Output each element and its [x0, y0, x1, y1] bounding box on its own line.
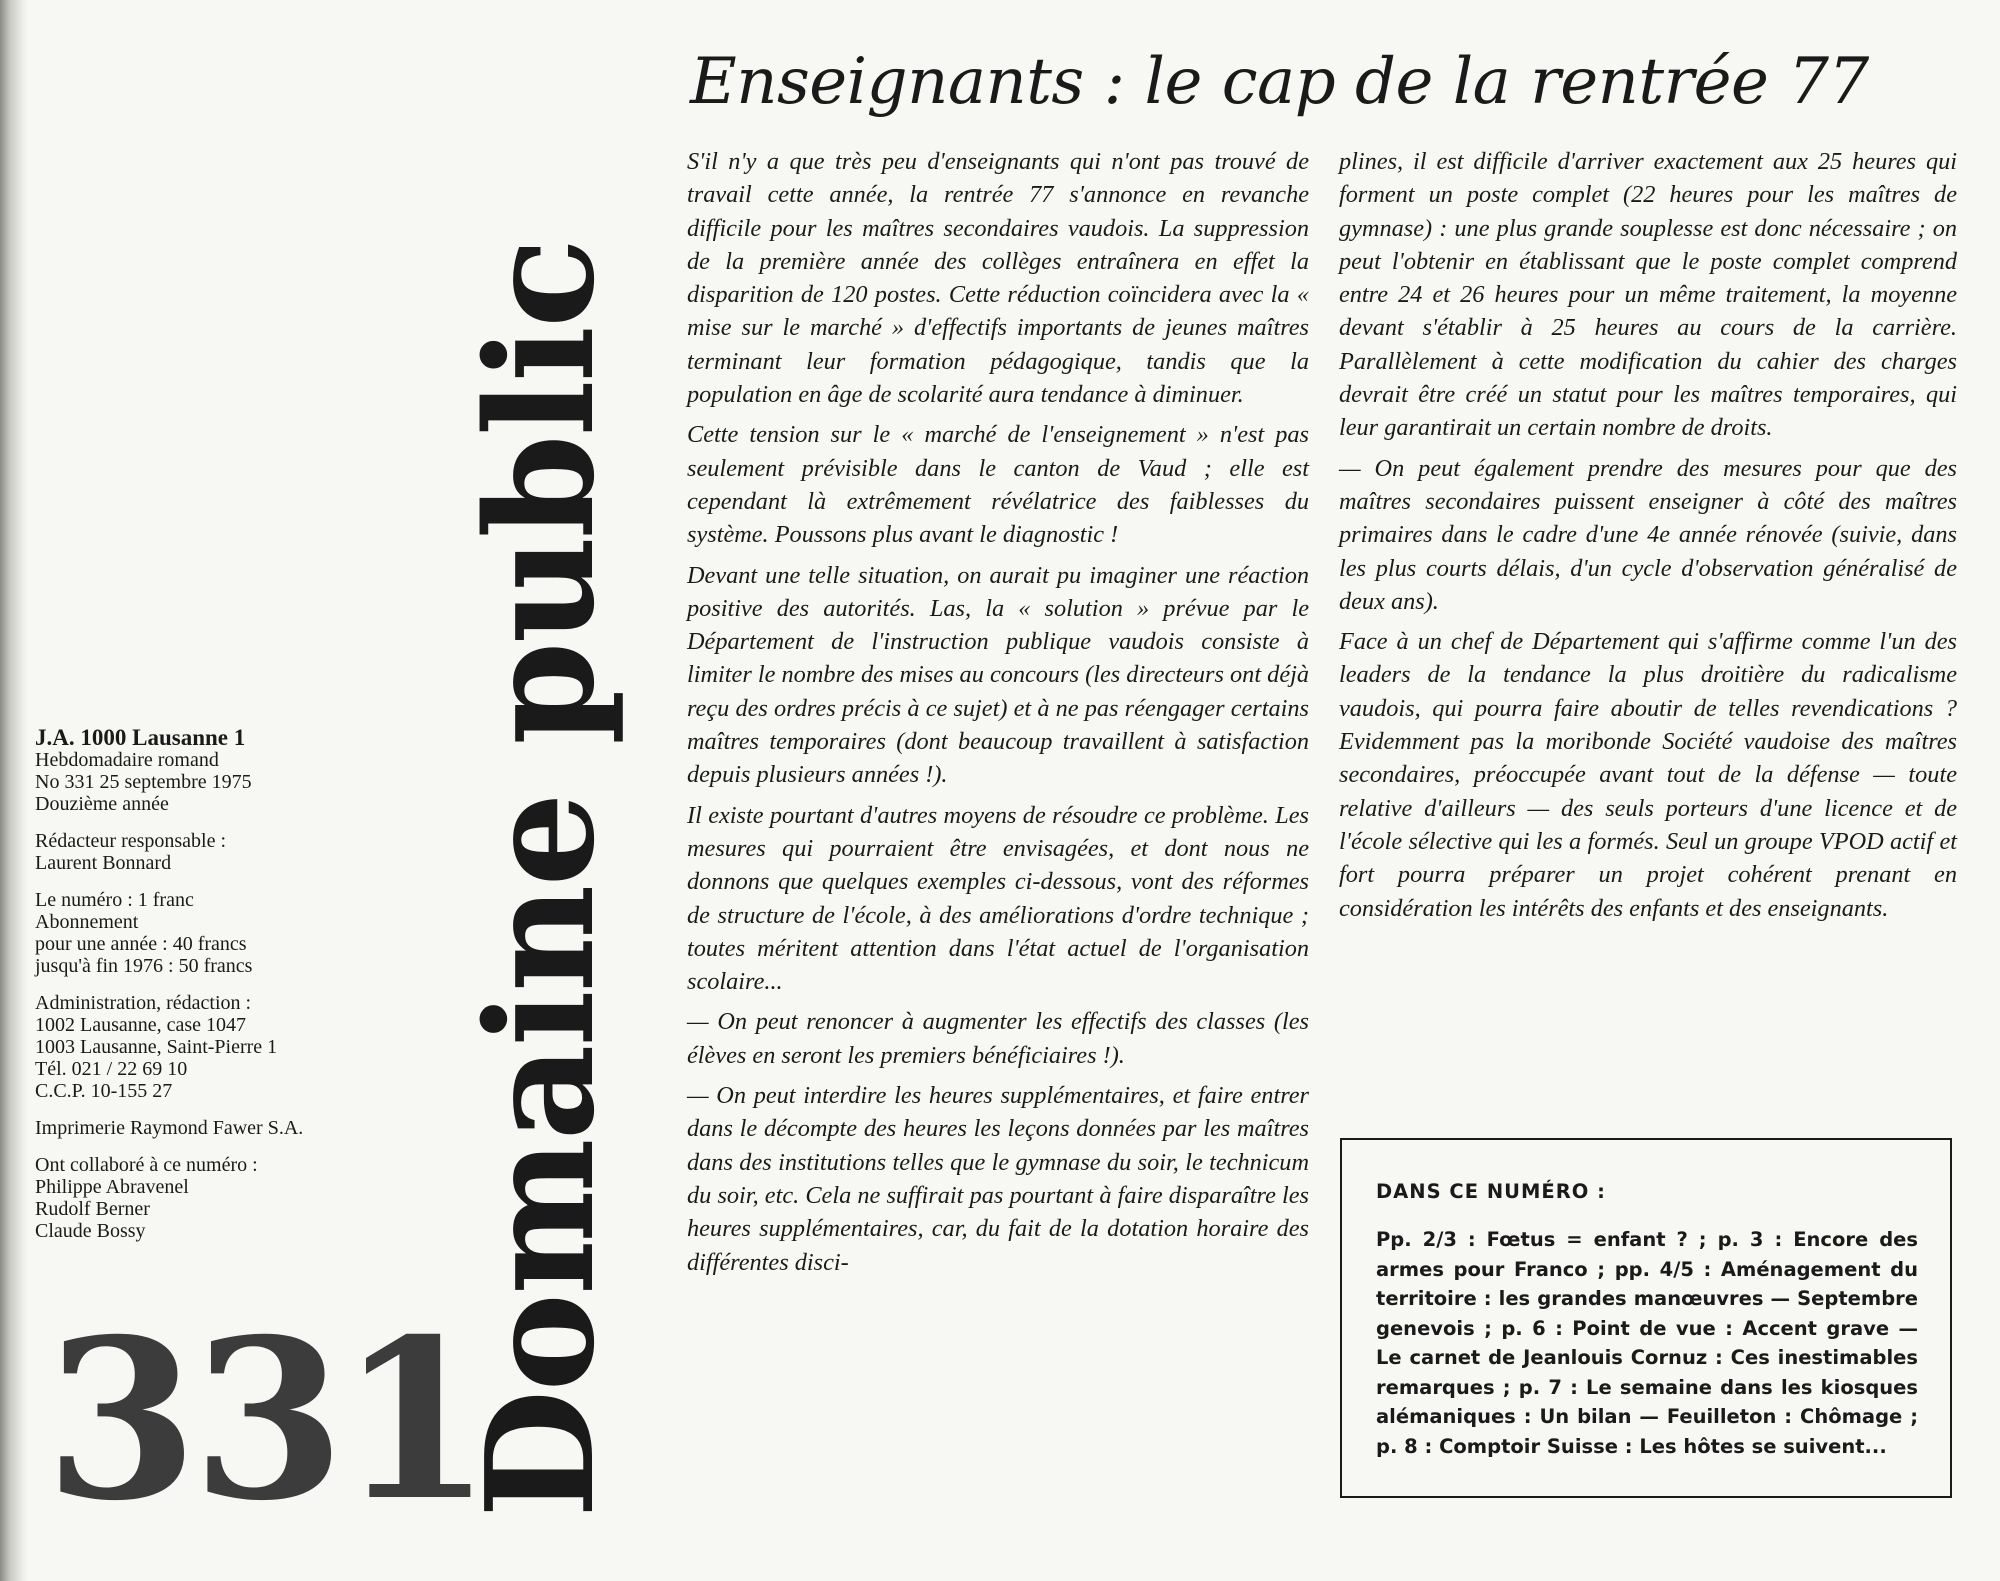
- imprint-admin-line: Tél. 021 / 22 69 10: [35, 1058, 188, 1080]
- contents-body: Pp. 2/3 : Fœtus = enfant ? ; p. 3 : Encore des armes pour Franco ; pp. 4/5 : Aménagement du territoire : les grandes manœuvres — Septembre genevois ; p. 6 : Point de vue : Accent grave — Le carnet de Jeanlouis Cornuz : Ces inestimables remarques ; p. 7 : Le semaine dans les kiosques alémaniques : Un bilan — Feuilleton : Chômage ; p. 8 : Comptoir Suisse : Les hôtes se suivent...: [1376, 1228, 1918, 1458]
- imprint-pricing-line: Abonnement: [35, 911, 139, 933]
- imprint-ja: J.A. 1000 Lausanne 1: [35, 725, 246, 750]
- article-paragraph: Cette tension sur le « marché de l'enseignement » n'est pas seulement prévisible dans le canton de Vaud ; elle est cependant là extrêmement révélatrice des faiblesses du système. Poussons plus avant le diagnostic !: [687, 421, 1309, 549]
- imprint-admin-line: 1003 Lausanne, Saint-Pierre 1: [35, 1036, 278, 1058]
- imprint-editor-line: Laurent Bonnard: [35, 852, 172, 874]
- article-paragraph: plines, il est difficile d'arriver exactement aux 25 heures qui forment un poste complet (22 heures pour les maîtres de gymnase) : une plus grande souplesse est donc nécessaire ; on peut l'obtenir en établissant que le poste complet comprend entre 24 et 26 heures pour un même traitement, la moyenne devant s'établir à 25 heures au cours de la carrière. Parallèlement à cette modification du cahier des charges devrait être créé un statut pour les maîtres temporaires, qui leur garantirait un certain nombre de droits.: [1339, 148, 1957, 442]
- issue-number: 331: [45, 1290, 487, 1549]
- article-paragraph: Face à un chef de Département qui s'affirme comme l'un des leaders de la tendance la plus droitière du radicalisme vaudois, qui pourra faire aboutir de telles revendications ? Evidemment pas la moribonde Société vaudoise des maîtres secondaires, préoccupée avant tout de la défense — toute relative d'ailleurs — des seuls porteurs d'une licence et de l'école sélective qui les a formés. Seul un groupe VPOD actif et fort pourra préparer un projet cohérent prenant en considération les intérêts des enfants et des enseignants.: [1339, 628, 1957, 922]
- imprint-admin-line: C.C.P. 10-155 27: [35, 1080, 173, 1102]
- contents-box: [1340, 1138, 1952, 1498]
- article-column-right: [1339, 145, 1957, 932]
- masthead-title: Domaine public: [453, 239, 627, 1518]
- imprint-admin-line: Administration, rédaction :: [35, 992, 252, 1014]
- article-paragraph: — On peut interdire les heures supplémentaires, et faire entrer dans le décompte des heures les leçons données par les maîtres dans des institutions telles que le gymnase du soir, le technicum du soir, etc. Cela ne suffirait pas pourtant à faire disparaître les heures supplémentaires, car, du fait de la dotation horaire des différentes disci-: [687, 1082, 1309, 1276]
- imprint-admin-line: 1002 Lausanne, case 1047: [35, 1014, 247, 1036]
- imprint-edition-line: No 331 25 septembre 1975: [35, 771, 252, 793]
- article-column-left: [687, 145, 1309, 1286]
- article-paragraph: Il existe pourtant d'autres moyens de résoudre ce problème. Les mesures qui pourraient être envisagées, et dont nous ne donnons que quelques exemples ci-dessous, vont des réformes de structure de l'école, à des améliorations d'ordre technique ; toutes méritent attention dans l'état actuel de l'organisation scolaire...: [687, 801, 1309, 996]
- imprint-contributors-line: Rudolf Berner: [35, 1198, 150, 1220]
- imprint-printer: Imprimerie Raymond Fawer S.A.: [35, 1117, 304, 1139]
- imprint-contributors-line: Claude Bossy: [35, 1220, 146, 1242]
- contents-title: DANS CE NUMÉRO :: [1376, 1180, 1606, 1203]
- imprint-block: [35, 727, 435, 1257]
- article-paragraph: — On peut également prendre des mesures pour que des maîtres secondaires puissent enseigner à côté des maîtres primaires dans le cadre d'une 4e année rénovée (suivie, dans les plus courts délais, d'un cycle d'observation généralisé de deux ans).: [1339, 454, 1957, 615]
- imprint-pricing-line: pour une année : 40 francs: [35, 933, 247, 955]
- imprint-contributors-line: Philippe Abravenel: [35, 1176, 189, 1198]
- imprint-contributors-line: Ont collaboré à ce numéro :: [35, 1154, 258, 1176]
- imprint-editor-line: Rédacteur responsable :: [35, 830, 227, 852]
- imprint-pricing-line: Le numéro : 1 franc: [35, 889, 194, 911]
- page-binding-edge: [0, 0, 28, 1581]
- article-paragraph: S'il n'y a que très peu d'enseignants qui n'ont pas trouvé de travail cette année, la rentrée 77 s'annonce en revanche difficile pour les maîtres secondaires vaudois. La suppression de la première année des collèges entraînera en effet la disparition de 120 postes. Cette réduction coïncidera avec la « mise sur le marché » d'effectifs importants de jeunes maîtres terminant leur formation pédagogique, tandis que la population en âge de scolarité aura tendance à diminuer.: [687, 148, 1309, 409]
- headline: Enseignants : le cap de la rentrée 77: [690, 45, 1869, 119]
- imprint-edition-line: Douzième année: [35, 793, 169, 815]
- imprint-edition-line: Hebdomadaire romand: [35, 749, 219, 771]
- imprint-pricing-line: jusqu'à fin 1976 : 50 francs: [35, 955, 253, 977]
- article-paragraph: — On peut renoncer à augmenter les effectifs des classes (les élèves en seront les premiers bénéficiaires !).: [687, 1008, 1309, 1069]
- article-paragraph: Devant une telle situation, on aurait pu imaginer une réaction positive des autorités. Las, la « solution » prévue par le Département de l'instruction publique vaudois consiste à limiter le nombre des mises au concours (les directeurs ont déjà reçu des ordres précis à ce sujet) et à ne pas réengager certains maîtres temporaires (dont beaucoup travaillent à satisfaction depuis plusieurs années !).: [687, 561, 1309, 789]
